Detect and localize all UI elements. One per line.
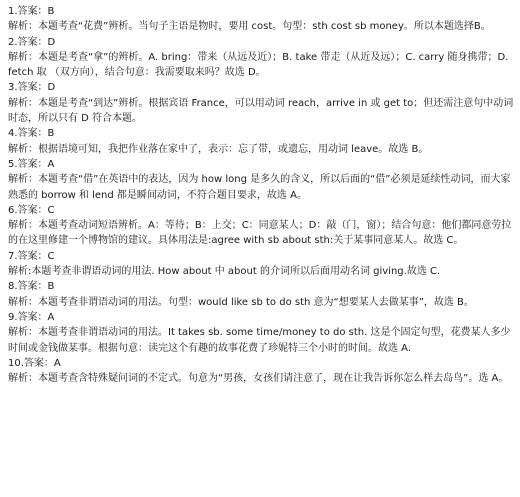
answer-label: 9.答案：A	[8, 311, 55, 323]
answer-entry-6	[8, 203, 514, 249]
answer-label: 8.答案：B	[8, 281, 55, 293]
answer-label: 3.答案：D	[8, 82, 56, 94]
answer-label: 5.答案：A	[8, 158, 55, 170]
answer-label: 7.答案：C	[8, 250, 55, 262]
explanation-text: 解析：本题考查非谓语动词的用法。句型：would like sb to do sth 意为“想要某人去做某事”，故选 B。	[8, 296, 474, 308]
answer-entry-3	[8, 80, 514, 126]
explanation-text: 解析：本题考查“借”在英语中的表达，因为 how long 是多久的含义，所以后面的“借”必须是延续性动词，而大家熟悉的 borrow 和 lend 都是瞬间动词，不符合题目要求，故选 A。	[8, 174, 511, 201]
answer-label: 10.答案：A	[8, 357, 61, 369]
explanation-text: 解析：本题是考查“拿”的辨析。A. bring：带来（从远及近）；B. take 带走（从近及远）；C. carry 随身携带；D. fetch 取 （双方向），结合句意：我需要取来吗？故选 D。	[8, 51, 509, 79]
answer-entry-5	[8, 157, 514, 203]
answer-label: 6.答案：C	[8, 204, 55, 216]
answer-entry-1	[8, 4, 514, 35]
answer-entry-7	[8, 249, 514, 280]
explanation-text: 解析：本题考查“花费”辨析。当句子主语是物时，要用 cost。句型：sth cost sb money。所以本题选择B。	[8, 21, 491, 33]
answer-label: 4.答案：B	[8, 128, 55, 140]
answer-entry-4	[8, 126, 514, 157]
explanation-text: 解析：本题考查非谓语动词的用法。It takes sb. some time/money to do sth. 这是个固定句型，花费某人多少时间或金钱做某事。根据句意：读完这个有趣的故事花费了珍妮特三个小时的时间。故选 A.	[8, 327, 511, 354]
answer-label: 2.答案：D	[8, 36, 56, 48]
explanation-text: 解析：本题考查含特殊疑问词的不定式。句意为“男孩，女孩们请注意了，现在让我告诉你怎么样去岛鸟”。选 A。	[8, 373, 509, 385]
explanation-text: 解析:本题考查非谓语动词的用法. How about 中 about 的介词所以后面用动名词 giving.故选 C.	[8, 266, 441, 278]
answer-entry-10	[8, 356, 514, 387]
answer-entry-8	[8, 279, 514, 310]
explanation-text: 解析：根据语境可知，我把作业落在家中了，表示：忘了带，或遗忘，用动词 leave。故选 B。	[8, 143, 429, 155]
explanation-text: 解析：本题考查动词短语辨析。A：等待；B：上交；C：同意某人；D：敲（门，窗）；结合句意：他们都同意劳拉的在这里修建一个博物馆的建议。具体用法是:agree with sb about sth:关于某事同意某人。故选 C。	[8, 220, 512, 247]
answer-entry-2	[8, 35, 514, 81]
answer-entry-9	[8, 310, 514, 356]
explanation-text: 解析：本题是考查“到达”辨析。根据宾语 France，可以用动词 reach，arrive in 或 get to；但还需注意句中动词时态，所以只有 D 符合本题。	[8, 97, 514, 125]
answer-label: 1.答案：B	[8, 6, 55, 17]
